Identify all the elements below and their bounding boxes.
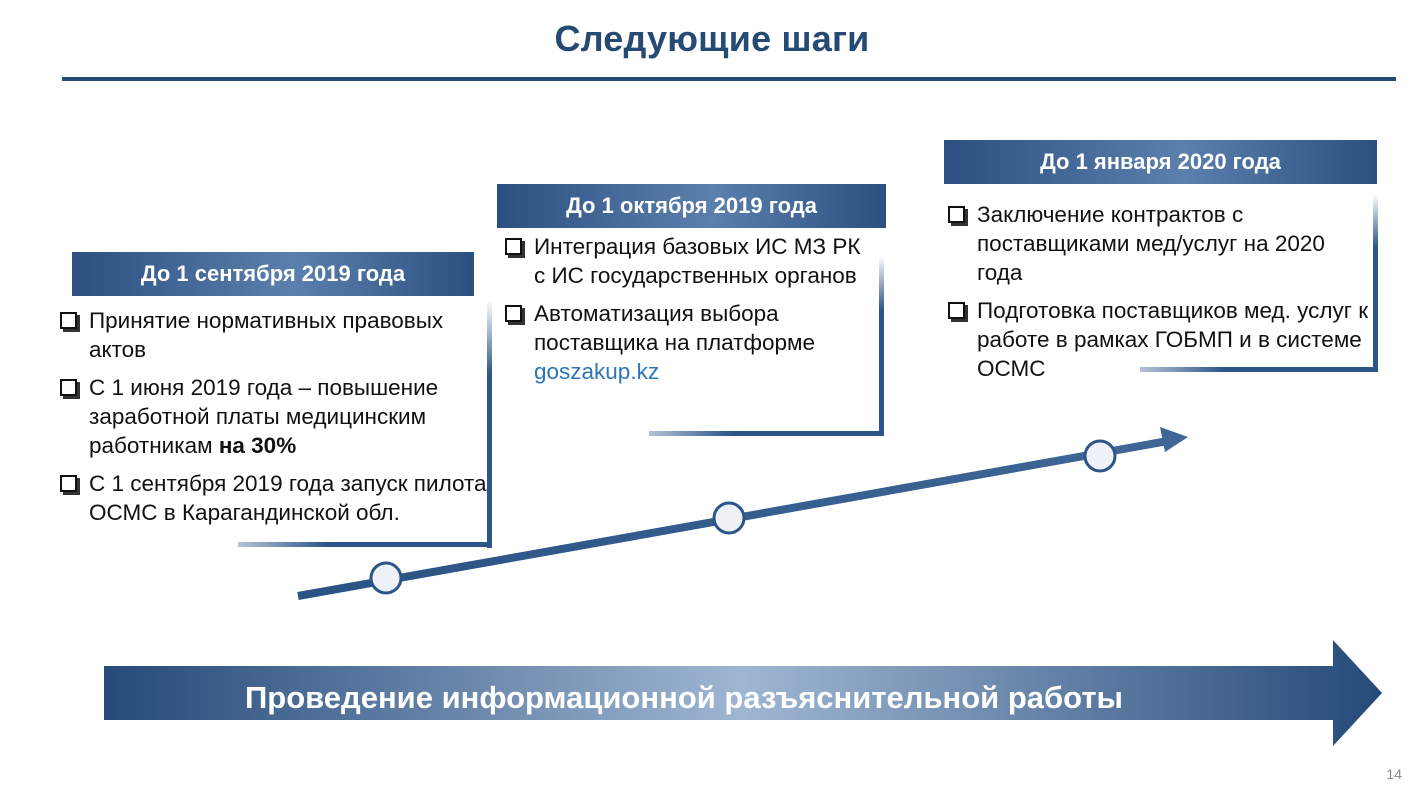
stage-2-header: До 1 октября 2019 года	[497, 184, 886, 228]
stage-3-item-2: Подготовка поставщиков мед. услуг к работе в рамках ГОБМП и в системе ОСМС	[977, 298, 1369, 381]
page-number: 14	[1386, 766, 1402, 782]
goszakup-link[interactable]: goszakup.kz	[534, 359, 660, 384]
stage-2-item-1: Интеграция базовых ИС МЗ РК с ИС государственных органов	[534, 234, 861, 288]
bottom-banner-label: Проведение информационной разъяснительной работы	[245, 680, 1123, 715]
stage-1-header: До 1 сентября 2019 года	[72, 252, 474, 296]
stage-3-header: До 1 января 2020 года	[944, 140, 1377, 184]
stage-3-item-1: Заключение контрактов с поставщиками мед/услуг на 2020 года	[977, 202, 1325, 285]
stage-1-item-3: С 1 сентября 2019 года запуск пилота ОСМС в Карагандинской обл.	[89, 471, 487, 525]
stage-1-item-2-text: С 1 июня 2019 года – повышение заработной платы медицинским работникам	[89, 375, 439, 458]
stage-2-item-2-text: Автоматизация выбора поставщика на платформе	[534, 301, 815, 355]
stage-1-item-2-highlight: на 30%	[218, 433, 297, 458]
slide-title: Следующие шаги	[554, 18, 870, 59]
stage-1-item-1: Принятие нормативных правовых актов	[89, 308, 444, 362]
